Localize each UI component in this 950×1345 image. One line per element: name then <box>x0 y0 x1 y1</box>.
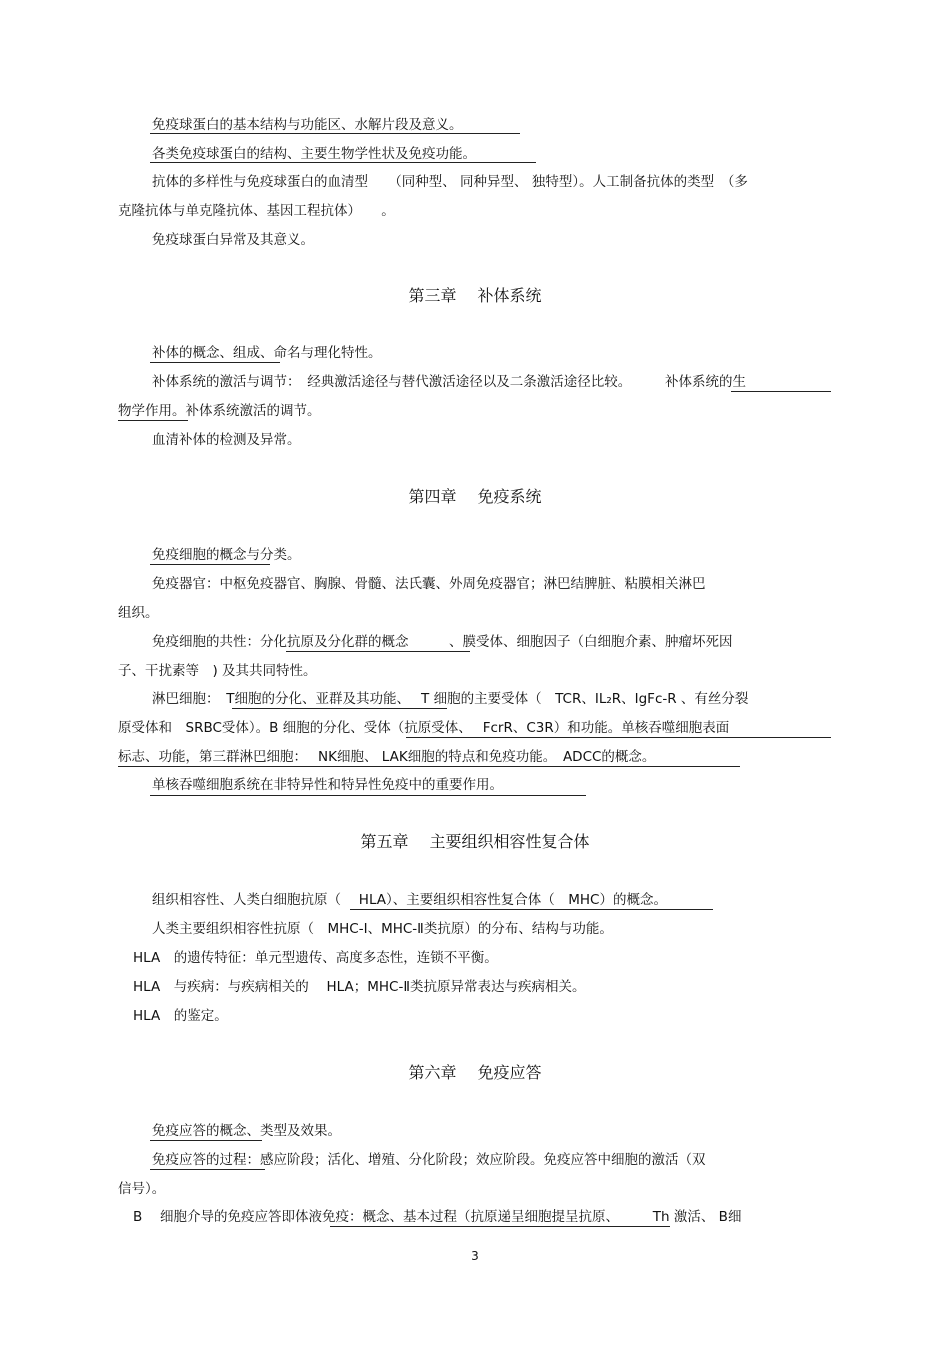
paragraph-line: 免疫球蛋白异常及其意义。 <box>152 232 314 248</box>
paragraph-line: 子、干扰素等 ) 及其共同特性。 <box>118 663 317 679</box>
paragraph-line: 单核吞噬细胞系统在非特异性和特异性免疫中的重要作用。 <box>152 777 503 793</box>
paragraph-line: 淋巴细胞： T细胞的分化、亚群及其功能、 T 细胞的主要受体（ TCR、IL₂R、IgFc-R 、有丝分裂 <box>152 691 749 707</box>
paragraph-line: 免疫球蛋白的基本结构与功能区、水解片段及意义。 <box>152 117 463 133</box>
underline <box>232 708 447 709</box>
paragraph-line: 信号）。 <box>118 1181 166 1197</box>
paragraph-line: 组织相容性、人类白细胞抗原（ HLA）、主要组织相容性复合体（ MHC）的概念。 <box>152 892 667 908</box>
paragraph-line: 物学作用。补体系统激活的调节。 <box>118 403 321 419</box>
underline <box>731 391 831 392</box>
underline <box>150 133 520 134</box>
paragraph-line: 组织。 <box>118 605 159 621</box>
underline <box>118 420 188 421</box>
paragraph-line: HLA 的鉴定。 <box>133 1008 228 1024</box>
paragraph-line: 免疫细胞的共性：分化抗原及分化群的概念 、膜受体、细胞因子（白细胞介素、肿瘤坏死因 <box>152 634 733 650</box>
paragraph-line: 人类主要组织相容性抗原（ MHC-Ⅰ、MHC-Ⅱ类抗原）的分布、结构与功能。 <box>152 921 613 937</box>
paragraph-line: 免疫应答的过程：感应阶段；活化、增殖、分化阶段；效应阶段。免疫应答中细胞的激活（双 <box>152 1152 706 1168</box>
paragraph-line: 免疫器官：中枢免疫器官、胸腺、骨髓、法氏囊、外周免疫器官；淋巴结脾脏、粘膜相关淋巴 <box>152 576 706 592</box>
paragraph-line: 原受体和 SRBC受体）。B 细胞的分化、受体（抗原受体、 FcrR、C3R）和功能。单核吞噬细胞表面 <box>118 720 730 736</box>
paragraph-line: B 细胞介导的免疫应答即体液免疫：概念、基本过程（抗原递呈细胞提呈抗原、 Th 激活、 B细 <box>133 1209 742 1225</box>
paragraph-line: 补体的概念、组成、命名与理化特性。 <box>152 345 382 361</box>
paragraph-line: 各类免疫球蛋白的结构、主要生物学性状及免疫功能。 <box>152 146 476 162</box>
underline <box>350 909 713 910</box>
page-number: 3 <box>471 1249 479 1263</box>
underline <box>330 1226 670 1227</box>
underline <box>150 362 280 363</box>
paragraph-line: 免疫应答的概念、类型及效果。 <box>152 1123 341 1139</box>
chapter-heading: 第五章 主要组织相容性复合体 <box>360 832 590 851</box>
underline <box>150 162 536 163</box>
underline <box>150 1140 262 1141</box>
underline <box>150 1169 265 1170</box>
underline <box>150 795 586 796</box>
chapter-heading: 第六章 免疫应答 <box>408 1063 542 1082</box>
paragraph-line: 抗体的多样性与免疫球蛋白的血清型 （同种型、 同种异型、 独特型）。人工制备抗体的类型 （多 <box>152 174 748 190</box>
paragraph-line: HLA 与疾病：与疾病相关的 HLA；MHC-Ⅱ类抗原异常表达与疾病相关。 <box>133 979 586 995</box>
paragraph-line: 克隆抗体与单克隆抗体、基因工程抗体） 。 <box>118 203 395 219</box>
underline <box>150 564 270 565</box>
paragraph-line: 补体系统的激活与调节： 经典激活途径与替代激活途径以及二条激活途径比较。 补体系统的生 <box>152 374 746 390</box>
paragraph-line: HLA 的遗传特征：单元型遗传、高度多态性，连锁不平衡。 <box>133 950 498 966</box>
underline <box>118 766 740 767</box>
underline <box>286 651 470 652</box>
chapter-heading: 第四章 免疫系统 <box>408 487 542 506</box>
chapter-heading: 第三章 补体系统 <box>408 286 542 305</box>
paragraph-line: 标志、功能，第三群淋巴细胞： NK细胞、 LAK细胞的特点和免疫功能。 ADCC的概念。 <box>118 749 656 765</box>
paragraph-line: 血清补体的检测及异常。 <box>152 432 301 448</box>
underline <box>406 737 831 738</box>
paragraph-line: 免疫细胞的概念与分类。 <box>152 547 301 563</box>
